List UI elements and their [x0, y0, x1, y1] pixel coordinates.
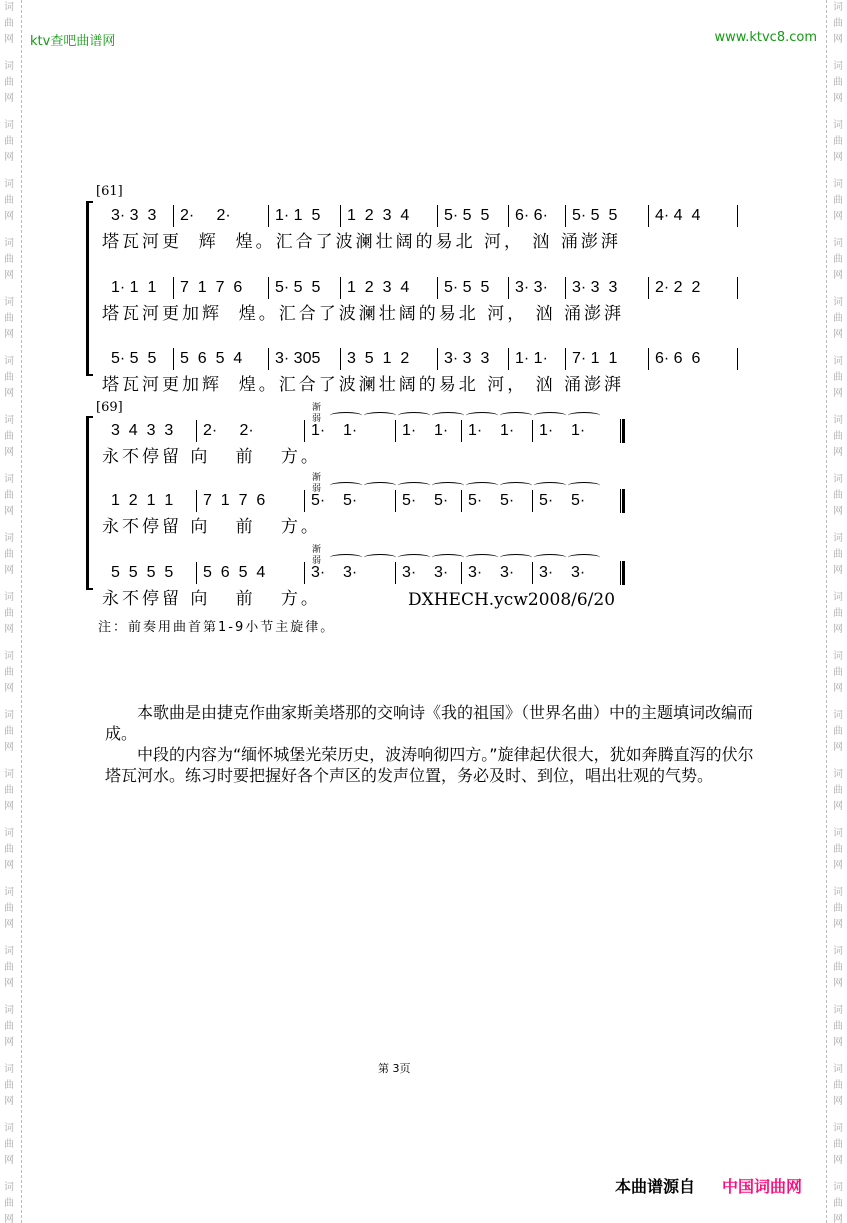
watermark-text: 词 曲 网 — [833, 1005, 843, 1048]
tie-icon — [534, 412, 566, 419]
measure-number-label: [69] — [96, 400, 123, 415]
measure: 1· 1· — [461, 420, 532, 442]
measure: 3 4 3 3 — [111, 422, 174, 439]
final-barline — [620, 489, 625, 513]
tie-icon — [398, 554, 430, 561]
measure: 5· 5 5 — [437, 205, 508, 227]
measure: 3· 3· — [395, 562, 461, 584]
watermark-text: 词 曲 网 — [4, 1064, 14, 1107]
watermark-text: 词 曲 网 — [833, 1182, 843, 1223]
lyrics-line: 永不停留 向 前 方。 — [102, 589, 321, 609]
watermark-text: 词 曲 网 — [4, 1182, 14, 1223]
watermark-text: 词 曲 网 — [833, 120, 843, 163]
measure: 5· 5 5 — [565, 205, 648, 227]
watermark-text: 词 曲 网 — [833, 179, 843, 222]
measure: 3· 3 3 — [111, 207, 157, 224]
tie-icon — [330, 554, 362, 561]
measure: 5· 5 5 — [437, 277, 508, 299]
header-site-name[interactable]: ktv查吧曲谱网 — [30, 34, 116, 49]
watermark-text: 词 曲 网 — [833, 2, 843, 45]
measure: 1 2 3 4 — [340, 205, 437, 227]
watermark-text: 词 曲 网 — [4, 1005, 14, 1048]
score-note: 注：前奏用曲首第1-9小节主旋律。 — [98, 620, 336, 635]
watermark-text: 词 曲 网 — [4, 179, 14, 222]
page-number: 第 3页 — [378, 1062, 411, 1075]
measure: 1· 1· — [304, 420, 395, 442]
barline — [737, 348, 744, 370]
tie-icon — [534, 482, 566, 489]
barline — [737, 277, 744, 299]
measure-number-label: [61] — [96, 184, 123, 199]
description-paragraph: 本歌曲是由捷克作曲家斯美塔那的交响诗《我的祖国》（世界名曲）中的主题填词改编而成。 — [105, 703, 754, 743]
watermark-text: 词 曲 网 — [833, 474, 843, 517]
tie-icon — [568, 554, 600, 561]
watermark-text: 词 曲 网 — [4, 238, 14, 281]
lyrics-line: 永不停留 向 前 方。 — [102, 447, 321, 467]
watermark-text: 词 曲 网 — [4, 887, 14, 930]
watermark-text: 词 曲 网 — [4, 710, 14, 753]
watermark-text: 词 曲 网 — [833, 356, 843, 399]
lyrics-line: 塔瓦河更 辉 煌。汇合了波澜壮阔的易北 河， 汹 涌澎湃 — [102, 232, 621, 252]
measure: 5· 5 5 — [268, 277, 340, 299]
tie-icon — [364, 412, 396, 419]
tie-icon — [432, 554, 464, 561]
measure: 1 2 1 1 — [111, 492, 174, 509]
measure: 2· 2 2 — [648, 277, 737, 299]
watermark-text: 词 曲 网 — [4, 533, 14, 576]
tie-icon — [568, 482, 600, 489]
tie-icon — [500, 554, 532, 561]
dynamic-marking: 渐弱 — [312, 402, 322, 423]
margin-line-left — [21, 0, 22, 1223]
measure: 5· 5· — [532, 490, 620, 512]
watermark-text: 词 曲 网 — [4, 592, 14, 635]
watermark-text: 词 曲 网 — [4, 474, 14, 517]
measure: 5· 5· — [461, 490, 532, 512]
tie-icon — [330, 412, 362, 419]
watermark-text: 词 曲 网 — [833, 533, 843, 576]
lyrics-line: 永不停留 向 前 方。 — [102, 517, 321, 537]
measure: 3· 305 — [268, 348, 340, 370]
measure: 3· 3· — [532, 562, 620, 584]
measure: 7· 1 1 — [565, 348, 648, 370]
measure: 3· 3· — [508, 277, 565, 299]
watermark-text: 词 曲 网 — [4, 769, 14, 812]
final-barline — [620, 561, 625, 585]
watermark-text: 词 曲 网 — [4, 1123, 14, 1166]
watermark-text: 词 曲 网 — [833, 887, 843, 930]
watermark-text: 词 曲 网 — [4, 828, 14, 871]
watermark-text: 词 曲 网 — [833, 61, 843, 104]
tie-icon — [398, 482, 430, 489]
final-barline — [620, 419, 625, 443]
system-bracket — [86, 416, 93, 590]
tie-icon — [466, 412, 498, 419]
measure: 7 1 7 6 — [196, 490, 304, 512]
measure: 1 2 3 4 — [340, 277, 437, 299]
barline — [737, 205, 744, 227]
measure: 1· 1 1 — [111, 279, 157, 296]
measure: 2· 2· — [173, 205, 268, 227]
arranger-signature: DXHECH.ycw2008/6/20 — [408, 590, 616, 610]
measure: 3· 3 3 — [437, 348, 508, 370]
tie-icon — [364, 482, 396, 489]
lyrics-line: 塔瓦河更加辉 煌。汇合了波澜壮阔的易北 河， 汹 涌澎湃 — [102, 375, 625, 395]
watermark-text: 词 曲 网 — [833, 946, 843, 989]
measure: 6· 6 6 — [648, 348, 737, 370]
tie-icon — [500, 412, 532, 419]
measure: 5· 5· — [304, 490, 395, 512]
header-site-url[interactable]: www.ktvc8.com — [714, 30, 817, 45]
measure: 2· 2· — [196, 420, 304, 442]
watermark-text: 词 曲 网 — [833, 415, 843, 458]
dynamic-marking: 渐弱 — [312, 544, 322, 565]
watermark-text: 词 曲 网 — [833, 1123, 843, 1166]
tie-icon — [364, 554, 396, 561]
tie-icon — [466, 482, 498, 489]
measure: 6· 6· — [508, 205, 565, 227]
watermark-text: 词 曲 网 — [4, 120, 14, 163]
watermark-text: 词 曲 网 — [4, 415, 14, 458]
watermark-text: 词 曲 网 — [4, 61, 14, 104]
watermark-text: 词 曲 网 — [833, 297, 843, 340]
tie-icon — [500, 482, 532, 489]
description-paragraph: 中段的内容为“缅怀城堡光荣历史，波涛响彻四方。”旋律起伏很大，犹如奔腾直泻的伏尔塔瓦河水。练习时要把握好各个声区的发声位置，务必及时、到位，唱出壮观的气势。 — [105, 745, 754, 785]
tie-icon — [534, 554, 566, 561]
measure: 1· 1· — [508, 348, 565, 370]
measure: 5 6 5 4 — [196, 562, 304, 584]
measure: 3· 3· — [461, 562, 532, 584]
measure: 1· 1 5 — [268, 205, 340, 227]
measure: 7 1 7 6 — [173, 277, 268, 299]
measure: 3· 3· — [304, 562, 395, 584]
watermark-text: 词 曲 网 — [833, 769, 843, 812]
measure: 1· 1· — [532, 420, 620, 442]
watermark-text: 词 曲 网 — [833, 592, 843, 635]
measure: 3 5 1 2 — [340, 348, 437, 370]
description — [105, 702, 755, 786]
measure: 3· 3 3 — [565, 277, 648, 299]
watermark-text: 词 曲 网 — [833, 710, 843, 753]
footer-source-label: 本曲谱源自 — [615, 1177, 696, 1196]
watermark-text: 词 曲 网 — [4, 946, 14, 989]
measure: 5· 5 5 — [111, 350, 157, 367]
watermark-text: 词 曲 网 — [4, 651, 14, 694]
measure: 4· 4 4 — [648, 205, 737, 227]
system-bracket — [86, 201, 93, 376]
watermark-text: 词 曲 网 — [833, 1064, 843, 1107]
tie-icon — [568, 412, 600, 419]
watermark-text: 词 曲 网 — [4, 297, 14, 340]
tie-icon — [466, 554, 498, 561]
tie-icon — [398, 412, 430, 419]
watermark-text: 词 曲 网 — [833, 828, 843, 871]
measure: 5· 5· — [395, 490, 461, 512]
tie-icon — [432, 412, 464, 419]
measure: 5 6 5 4 — [173, 348, 268, 370]
dynamic-marking: 渐弱 — [312, 472, 322, 493]
tie-icon — [432, 482, 464, 489]
watermark-text: 词 曲 网 — [833, 651, 843, 694]
watermark-text: 词 曲 网 — [833, 238, 843, 281]
watermark-text: 词 曲 网 — [4, 356, 14, 399]
margin-line-right — [826, 0, 827, 1223]
measure: 5 5 5 5 — [111, 564, 174, 581]
footer-source-site[interactable]: 中国词曲网 — [722, 1177, 803, 1196]
tie-icon — [330, 482, 362, 489]
watermark-text: 词 曲 网 — [4, 2, 14, 45]
measure: 1· 1· — [395, 420, 461, 442]
lyrics-line: 塔瓦河更加辉 煌。汇合了波澜壮阔的易北 河， 汹 涌澎湃 — [102, 304, 625, 324]
